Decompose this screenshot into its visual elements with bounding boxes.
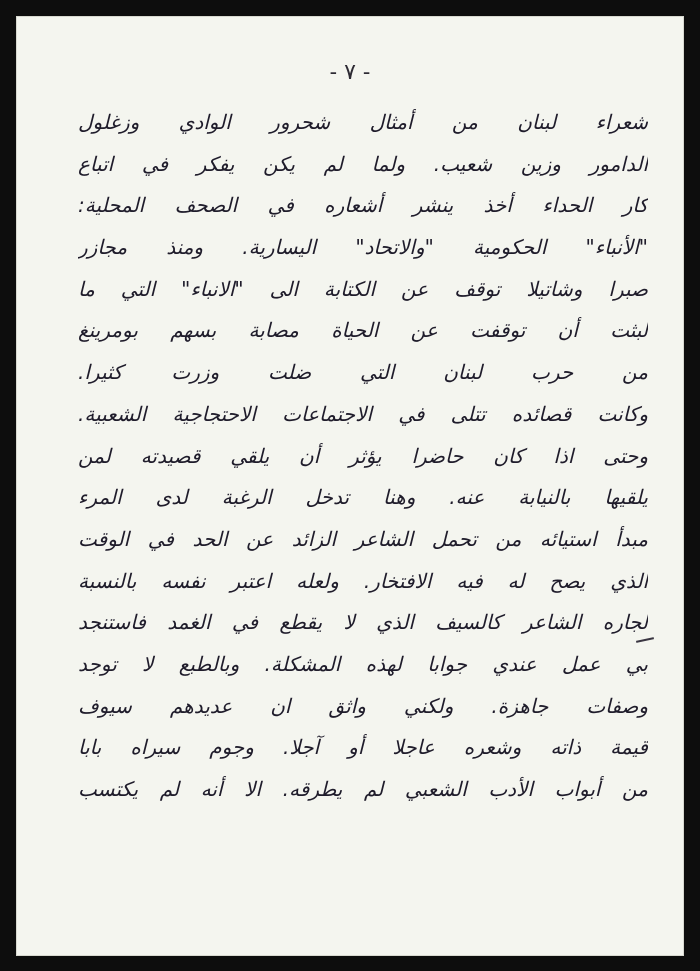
text-line: وصفات جاهزة. ولكني واثق ان عديدهم سيوف xyxy=(78,693,648,718)
handwritten-text-body xyxy=(78,102,648,811)
page-number: - ٧ - xyxy=(329,60,371,85)
text-line: "الأنباء" الحكومية "والاتحاد" اليسارية. ومنذ مجازر xyxy=(78,235,648,260)
text-line: الدامور وزين شعيب. ولما لم يكن يفكر في اتباع xyxy=(78,151,648,176)
text-line: قيمة ذاته وشعره عاجلا أو آجلا. وجوم سيراه بابا xyxy=(78,735,648,760)
document-page xyxy=(16,16,684,956)
text-line: من حرب لبنان التي ضلت وزرت كثيرا. xyxy=(78,360,648,385)
text-line: وحتى اذا كان حاضرا يؤثر أن يلقي قصيدته لمن xyxy=(78,443,648,468)
text-line: لجاره الشاعر كالسيف الذي لا يقطع في الغمد فاستنجد xyxy=(78,610,648,635)
text-line: الذي يصح له فيه الافتخار. ولعله اعتبر نفسه بالنسبة xyxy=(78,568,648,593)
text-line: بي عمل عندي جوابا لهذه المشكلة. وبالطبع لا توجد xyxy=(78,651,648,676)
text-line: يلقيها بالنيابة عنه. وهنا تدخل الرغبة لدى المرء xyxy=(78,485,648,510)
text-line: صبرا وشاتيلا توقف عن الكتابة الى "الانباء" التي ما xyxy=(78,276,648,301)
text-line: مبدأ استيائه من تحمل الشاعر الزائد عن الحد في الوقت xyxy=(78,526,648,551)
text-line: من أبواب الأدب الشعبي لم يطرقه. الا أنه لم يكتسب xyxy=(78,777,648,801)
text-line: كار الحداء أخذ ينشر أشعاره في الصحف المحلية: xyxy=(78,193,648,218)
text-line: شعراء لبنان من أمثال شحرور الوادي وزغلول xyxy=(78,110,648,134)
text-line: وكانت قصائده تتلى في الاجتماعات الاحتجاجية الشعبية. xyxy=(78,401,648,426)
text-line: لبثت أن توقفت عن الحياة مصابة بسهم بومرينغ xyxy=(78,318,648,343)
